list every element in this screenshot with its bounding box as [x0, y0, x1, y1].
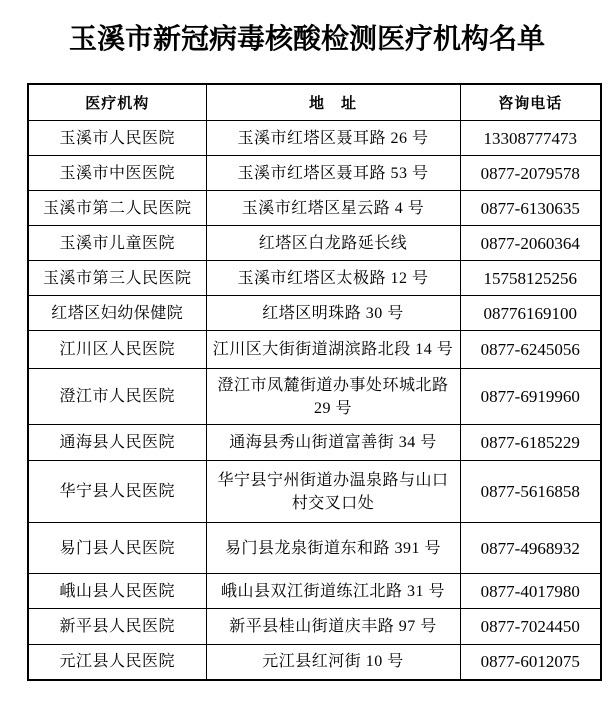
table-row	[28, 645, 601, 680]
cell-org: 红塔区妇幼保健院	[28, 296, 206, 331]
cell-address: 澄江市凤麓街道办事处环城北路 29 号	[206, 369, 460, 425]
header-phone: 咨询电话	[460, 84, 601, 121]
cell-address: 通海县秀山街道富善街 34 号	[206, 425, 460, 461]
cell-address: 玉溪市红塔区聂耳路 26 号	[206, 121, 460, 156]
table-row	[28, 574, 601, 609]
header-address: 地 址	[206, 84, 460, 121]
cell-phone: 0877-5616858	[460, 461, 601, 523]
table-row	[28, 609, 601, 645]
cell-org: 玉溪市第二人民医院	[28, 191, 206, 226]
cell-address: 玉溪市红塔区聂耳路 53 号	[206, 156, 460, 191]
table-row	[28, 261, 601, 296]
table-row	[28, 461, 601, 523]
cell-address: 元江县红河街 10 号	[206, 645, 460, 680]
cell-phone: 0877-6919960	[460, 369, 601, 425]
cell-phone: 08776169100	[460, 296, 601, 331]
table-header	[28, 84, 601, 121]
cell-address: 峨山县双江街道练江北路 31 号	[206, 574, 460, 609]
table-row	[28, 331, 601, 369]
cell-org: 通海县人民医院	[28, 425, 206, 461]
cell-org: 玉溪市第三人民医院	[28, 261, 206, 296]
table-row	[28, 523, 601, 574]
table-row	[28, 226, 601, 261]
cell-address: 玉溪市红塔区星云路 4 号	[206, 191, 460, 226]
cell-org: 新平县人民医院	[28, 609, 206, 645]
header-row	[28, 84, 601, 121]
cell-phone: 0877-6185229	[460, 425, 601, 461]
cell-address: 江川区大街街道湖滨路北段 14 号	[206, 331, 460, 369]
cell-org: 江川区人民医院	[28, 331, 206, 369]
cell-address: 玉溪市红塔区太极路 12 号	[206, 261, 460, 296]
table-row	[28, 425, 601, 461]
header-institution: 医疗机构	[28, 84, 206, 121]
cell-org: 玉溪市人民医院	[28, 121, 206, 156]
cell-org: 元江县人民医院	[28, 645, 206, 680]
cell-address: 华宁县宁州街道办温泉路与山口村交叉口处	[206, 461, 460, 523]
table-row	[28, 296, 601, 331]
cell-org: 峨山县人民医院	[28, 574, 206, 609]
cell-phone: 0877-2060364	[460, 226, 601, 261]
table-row	[28, 156, 601, 191]
table-body	[28, 121, 601, 680]
cell-address: 新平县桂山街道庆丰路 97 号	[206, 609, 460, 645]
cell-phone: 0877-4017980	[460, 574, 601, 609]
cell-org: 澄江市人民医院	[28, 369, 206, 425]
cell-phone: 15758125256	[460, 261, 601, 296]
cell-org: 华宁县人民医院	[28, 461, 206, 523]
table-row	[28, 121, 601, 156]
cell-address: 红塔区白龙路延长线	[206, 226, 460, 261]
cell-phone: 13308777473	[460, 121, 601, 156]
cell-phone: 0877-2079578	[460, 156, 601, 191]
cell-phone: 0877-6130635	[460, 191, 601, 226]
cell-phone: 0877-7024450	[460, 609, 601, 645]
cell-phone: 0877-6245056	[460, 331, 601, 369]
cell-phone: 0877-6012075	[460, 645, 601, 680]
cell-phone: 0877-4968932	[460, 523, 601, 574]
cell-org: 玉溪市中医医院	[28, 156, 206, 191]
cell-org: 玉溪市儿童医院	[28, 226, 206, 261]
cell-address: 易门县龙泉街道东和路 391 号	[206, 523, 460, 574]
testing-institutions-table	[27, 83, 602, 681]
page-title: 玉溪市新冠病毒核酸检测医疗机构名单	[68, 22, 545, 55]
cell-address: 红塔区明珠路 30 号	[206, 296, 460, 331]
table-row	[28, 191, 601, 226]
table-row	[28, 369, 601, 425]
cell-org: 易门县人民医院	[28, 523, 206, 574]
